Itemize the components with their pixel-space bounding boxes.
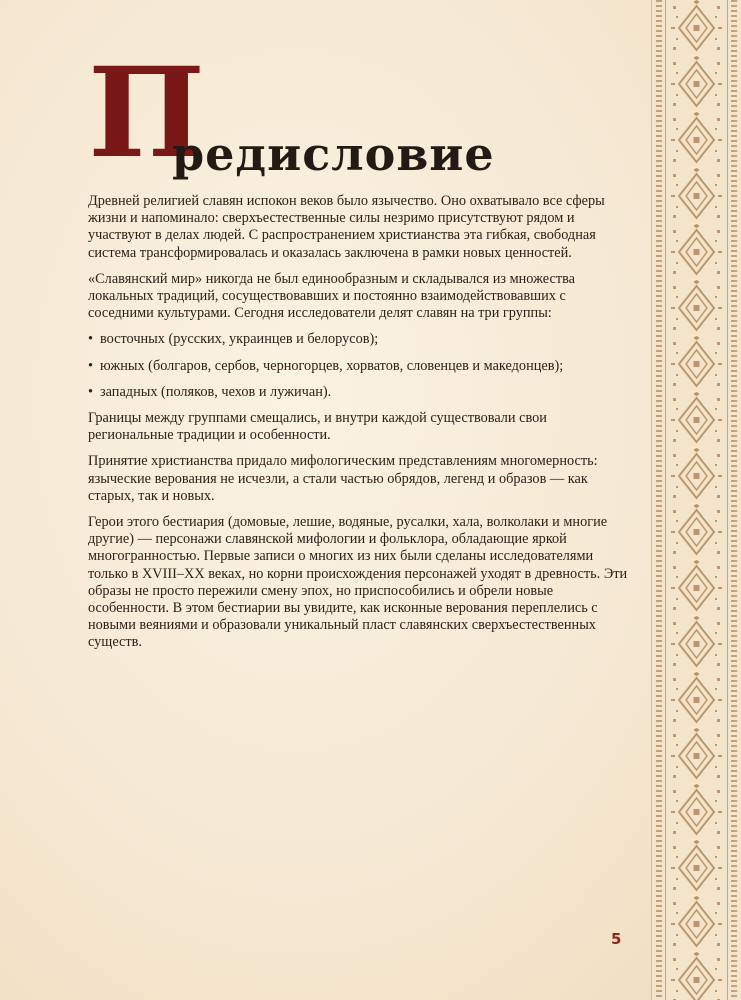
ornament-line-right: [727, 0, 728, 1000]
text-body: [88, 193, 628, 661]
bullet-marker: •: [88, 331, 94, 348]
paragraph-intro: Древней религией славян испокон веков было язычество. Оно охватывало все сферы жизни и напоминало: сверхъестественные силы незримо присутствуют рядом и участвуют в делах людей. С распространением христианства эта гибкая, свободная система трансформировалась и оказалась заключена в рамки новых ценностей.: [88, 193, 605, 261]
ornament-line-left: [665, 0, 666, 1000]
embroidery-pattern-icon: [670, 0, 723, 1000]
drop-cap-initial: П: [88, 41, 206, 186]
paragraph-slavic-world: «Славянский мир» никогда не был единообразным и складывался из множества локальных традиций, сосуществовавших и постоянно взаимодействовавших с соседними культурами. Сегодня исследователи делят славян на три группы:: [88, 270, 575, 322]
ornament-pattern: [670, 0, 723, 1000]
list-item-text: восточных (русских, украинцев и белорусов);: [100, 331, 379, 348]
list-item: [88, 331, 628, 348]
list-item-text: южных (болгаров, сербов, черногорцев, хорватов, словенцев и македонцев);: [100, 357, 564, 374]
groups-list: [88, 331, 628, 401]
paragraph-christianity: Принятие христианства придало мифологическим представлениям многомерность: языческие верования не исчезли, а стали частью обрядов, легенд и образов — как старых, так и новых.: [88, 453, 598, 504]
bullet-marker: •: [88, 383, 94, 400]
paragraph-borders: Границы между группами смещались, и внутри каждой существовали свои региональные традиции и особенности.: [88, 410, 547, 444]
paragraph-bestiary: Герои этого бестиария (домовые, лешие, водяные, русалки, хала, волколаки и многие другие) — персонажи славянской мифологии и фольклора, обладающие яркой многогранностью. Первые записи о многих из них были сделаны исследователями только в XVIII–XX веках, но корни происхождения персонажей уходят в древность. Эти образы не просто пережили смену эпох, но приспособились и обрели новые особенности. В этом бестиарии вы увидите, как исконные верования переплелись с новыми веяниями и образовали уникальный пласт славянских сверхъестественных существ.: [88, 514, 628, 651]
list-item: [88, 384, 628, 401]
list-item-text: западных (поляков, чехов и лужичан).: [100, 383, 332, 400]
ornament-border: [651, 0, 741, 1000]
page-title: [88, 41, 588, 186]
page-number: 5: [611, 930, 622, 948]
title-rest: редисловие: [172, 127, 495, 181]
ornament-rail-right: [731, 0, 737, 1000]
list-item: [88, 358, 628, 375]
ornament-rail-left: [656, 0, 662, 1000]
bullet-marker: •: [88, 357, 94, 374]
